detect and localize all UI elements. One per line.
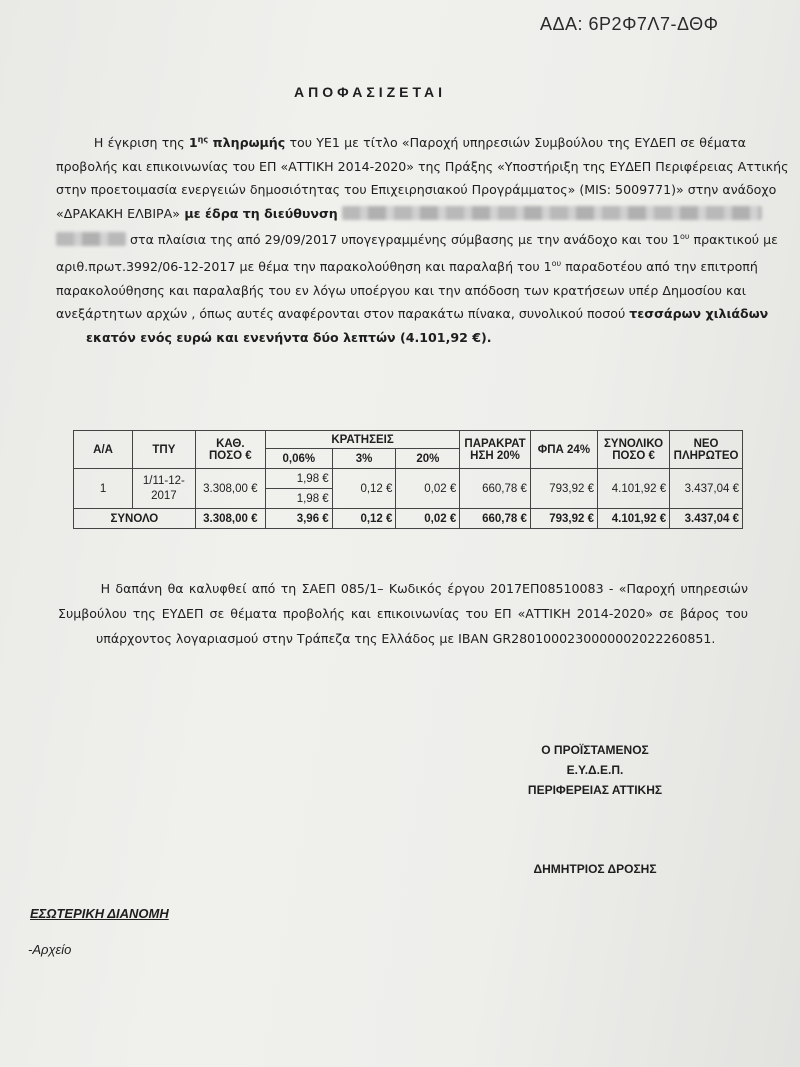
signatory-unit: Ε.Υ.Δ.Ε.Π. bbox=[566, 763, 624, 777]
paragraph-line bbox=[56, 302, 769, 326]
cell-total-amount: 4.101,92 € bbox=[598, 469, 670, 509]
header-withholding: ΠΑΡΑΚΡΑΤ ΗΣΗ 20% bbox=[460, 431, 531, 469]
decision-paragraph bbox=[56, 128, 789, 349]
header-deduction-1: 0,06% bbox=[265, 449, 332, 469]
header-tpy: ΤΠΥ bbox=[133, 431, 196, 469]
text-span: στα πλαίσια της από 29/09/2017 υπογεγραμμένης σύμβασης με την ανάδοχο και του 1 bbox=[126, 232, 680, 248]
cell-tpy: 1/11-12-2017 bbox=[133, 469, 196, 509]
paragraph-line bbox=[56, 128, 746, 155]
cell-deduction-2: 0,12 € bbox=[332, 469, 396, 509]
total-row bbox=[74, 509, 743, 529]
cell-deduction-1a: 1,98 € bbox=[265, 469, 332, 489]
header-deduction-3: 20% bbox=[396, 449, 460, 469]
distribution-item: -Αρχείο bbox=[28, 942, 72, 957]
text-span: πρακτικού με bbox=[689, 232, 778, 248]
amount-words: τεσσάρων χιλιάδων bbox=[629, 306, 769, 322]
payment-word: πληρωμής bbox=[208, 135, 286, 151]
cell-withholding: 660,78 € bbox=[460, 469, 531, 509]
cell-deduction-1b: 1,98 € bbox=[265, 489, 332, 509]
internal-distribution-title: ΕΣΩΤΕΡΙΚΗ ΔΙΑΝΟΜΗ bbox=[30, 906, 169, 921]
header-vat: ΦΠΑ 24% bbox=[530, 431, 597, 469]
payment-number: 1 bbox=[188, 135, 198, 151]
header-net-amount: ΚΑΘ. ΠΟΣΟ € bbox=[195, 431, 265, 469]
paragraph-line bbox=[56, 202, 746, 226]
total-new-payable: 3.437,04 € bbox=[670, 509, 743, 529]
total-deduction-2: 0,12 € bbox=[332, 509, 396, 529]
text-span: του ΥΕ1 με τίτλο «Παροχή υπηρεσιών Συμβούλου της ΕΥΔΕΠ σε θέματα bbox=[285, 135, 746, 151]
paragraph-line: στην προετοιμασία ενεργειών δημοσιότητας του Επιχειρησιακού Προγράμματος» (MIS: 5009771)» στην ανάδοχο bbox=[56, 182, 777, 198]
paragraph-line bbox=[56, 326, 746, 350]
ada-code: ΑΔΑ: 6Ρ2Φ7Λ7-ΔΘΦ bbox=[540, 14, 719, 34]
ordinal-suffix: ου bbox=[680, 232, 690, 242]
paragraph-line: υπάρχοντος λογαριασμού στην Τράπεζα της Ελλάδος με IBAN GR2801000230000002022260851. bbox=[96, 631, 716, 646]
paragraph-line: Συμβούλου της ΕΥΔΕΠ σε θέματα προβολής και επικοινωνίας του ΕΠ «ΑΤΤΙΚΗ 2014-2020» σε βάρος του bbox=[58, 606, 748, 621]
total-deduction-1: 3,96 € bbox=[265, 509, 332, 529]
text-span: αριθ.πρωτ.3992/06-12-2017 με θέμα την παρακολούθηση και παραλαβή του 1 bbox=[56, 259, 552, 275]
paragraph-line: προβολής και επικοινωνίας του ΕΠ «ΑΤΤΙΚΗ 2014-2020» της Πράξης «Υποστήριξη της ΕΥΔΕΠ Περιφέρειας Αττικής bbox=[56, 158, 789, 174]
text-span: Η δαπάνη θα καλυφθεί από τη ΣΑΕΠ 085/1– Κωδικός έργου 2017ΕΠ08510083 - «Παροχή υπηρεσιών bbox=[100, 581, 748, 596]
paragraph-line bbox=[56, 252, 758, 279]
total-total-amount: 4.101,92 € bbox=[598, 509, 670, 529]
total-deduction-3: 0,02 € bbox=[396, 509, 460, 529]
text-span: ανεξάρτητων αρχών , όπως αυτές αναφέρονται στον παρακάτω πίνακα, συνολικού ποσού bbox=[56, 306, 630, 322]
amount-words: εκατόν ενός ευρώ και ενενήντα δύο λεπτών (4.101,92 €). bbox=[86, 329, 492, 345]
total-vat: 793,92 € bbox=[530, 509, 597, 529]
payment-table bbox=[73, 430, 743, 529]
cell-aa: 1 bbox=[74, 469, 133, 509]
paragraph-line bbox=[58, 576, 748, 601]
table-row bbox=[74, 469, 743, 489]
header-aa: Α/Α bbox=[74, 431, 133, 469]
ordinal-suffix: ης bbox=[197, 135, 209, 144]
header-deductions: ΚΡΑΤΗΣΕΙΣ bbox=[265, 431, 459, 449]
text-span: παραδοτέου από την επιτροπή bbox=[561, 259, 758, 275]
funding-paragraph bbox=[58, 576, 748, 651]
paragraph-line: παρακολούθησης και παραλαβής του εν λόγω υποέργου και την απόδοση των κρατήσεων υπέρ Δημοσίου και bbox=[56, 282, 746, 298]
address-label: με έδρα τη διεύθυνση bbox=[179, 205, 338, 221]
signatory-role: Ο ΠΡΟΪΣΤΑΜΕΝΟΣ bbox=[541, 743, 649, 757]
paragraph-line bbox=[56, 225, 778, 252]
cell-net-amount: 3.308,00 € bbox=[195, 469, 265, 509]
text-span: Η έγκριση της bbox=[93, 135, 189, 151]
contractor-name: «ΔΡΑΚΑΚΗ ΕΛΒΙΡΑ» bbox=[56, 205, 180, 221]
header-new-payable: ΝΕΟ ΠΛΗΡΩΤΕΟ bbox=[670, 431, 743, 469]
cell-vat: 793,92 € bbox=[530, 469, 597, 509]
redacted-address bbox=[56, 232, 126, 246]
redacted-address bbox=[342, 206, 762, 220]
total-withholding: 660,78 € bbox=[460, 509, 531, 529]
cell-deduction-3: 0,02 € bbox=[396, 469, 460, 509]
total-label: ΣΥΝΟΛΟ bbox=[74, 509, 196, 529]
signatory-region: ΠΕΡΙΦΕΡΕΙΑΣ ΑΤΤΙΚΗΣ bbox=[527, 783, 663, 797]
decision-title: ΑΠΟΦΑΣΙΖΕΤΑΙ bbox=[293, 84, 447, 100]
total-net-amount: 3.308,00 € bbox=[195, 509, 265, 529]
header-total-amount: ΣΥΝΟΛΙΚΟ ΠΟΣΟ € bbox=[598, 431, 670, 469]
signatory-name: ΔΗΜΗΤΡΙΟΣ ΔΡΟΣΗΣ bbox=[533, 862, 657, 876]
signature-block bbox=[470, 740, 720, 800]
header-deduction-2: 3% bbox=[332, 449, 396, 469]
ordinal-suffix: ου bbox=[551, 258, 562, 268]
cell-new-payable: 3.437,04 € bbox=[670, 469, 743, 509]
